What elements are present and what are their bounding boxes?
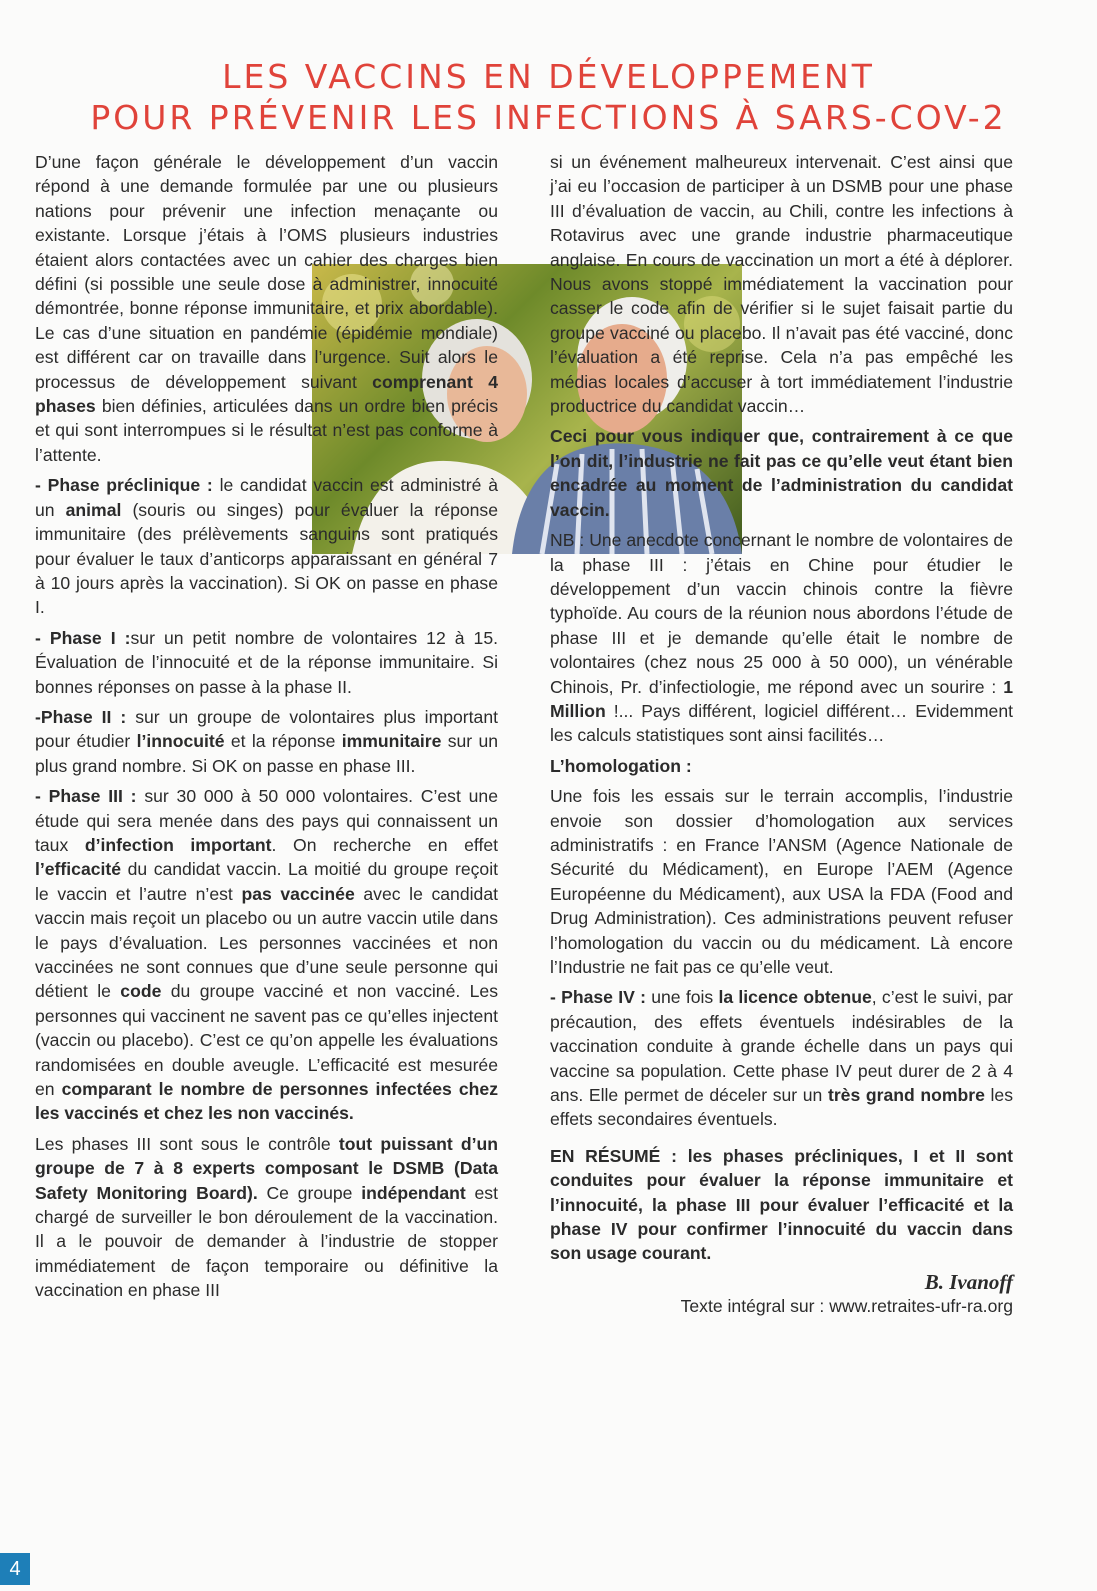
- phase-2-text-2: et la réponse: [230, 731, 336, 752]
- intro-text: D’une façon générale le développement d’un vaccin répond à une demande formulée par une ou plusieurs nations pour prévenir une infection menaçante ou existante. Lorsque j’étais à l’OMS plusieurs industries étaient alors contactées avec un cahier des charges bien défini (si possible une seule dose à administrer, innocuité démontrée, bonne réponse immunitaire, et prix abordable). Le cas d’une situation en pandémie (épidémie mondiale) est différent car on travaille dans l’urgence. Suit alors le processus de développement suivant: [35, 152, 498, 392]
- phase-2-bold-1: l’innocuité: [136, 731, 225, 752]
- nb-anecdote: [550, 528, 1013, 748]
- title-line-2: POUR PRÉVENIR LES INFECTIONS À SARS-COV-2: [90, 98, 1007, 137]
- intro-paragraph: [35, 150, 498, 467]
- phase-preclinique-text: le candidat vaccin est administré à un: [35, 475, 499, 520]
- rotavirus-paragraph: si un événement malheureux intervenait. C’est ainsi que j’ai eu l’occasion de participer à un DSMB pour une phase III d’évaluation de vaccin, au Chili, contre les infections à Rotavirus avec une grande industrie pharmaceutique anglaise. En cours de vaccination un mort a été à déplorer. Nous avons stoppé immédiatement la vaccination pour casser le code afin de vérifier si le sujet faisait partie du groupe vacciné ou placebo. Il n’avait pas été vacciné, donc l’évaluation a été reprise. Cela n’a pas empêché les médias locales d’accuser à tort immédiatement l’industrie productrice du candidat vaccin…: [550, 152, 1013, 417]
- phase-3-text-1: sur 30 000 à 50 000 volontaires. C’est une étude qui sera menée dans des pays qui connaissent un taux: [35, 786, 498, 855]
- summary-paragraph: EN RÉSUMÉ : les phases précliniques, I et II sont conduites pour évaluer la réponse immunitaire et l’innocuité, la phase III pour évaluer l’efficacité et la phase IV pour confirmer l’innocuité du vaccin dans son usage courant.: [550, 1145, 1013, 1264]
- phase-preclinique-text-end: (souris ou singes) pour évaluer la réponse immunitaire (des prélèvements sanguins sont pratiqués pour évaluer le taux d’anticorps apparaissant en général 7 à 10 jours après la vaccination). Si OK on passe en phase I.: [35, 499, 499, 618]
- dsmb-paragraph: [35, 1132, 498, 1303]
- phase-3-text-3: du candidat vaccin. La moitié du groupe reçoit le vaccin et l’autre n’est: [35, 859, 499, 904]
- phase-3: [35, 784, 498, 1126]
- intro-bold: comprenant 4 phases: [35, 371, 498, 417]
- page-number: 4: [0, 1553, 30, 1585]
- phase-3-bold-1: d’infection important: [84, 834, 272, 855]
- phase-1: [35, 626, 498, 699]
- phase-3-bold-2: l’efficacité: [35, 859, 122, 880]
- phase-2-text-3: sur un plus grand nombre. Si OK on passe en phase III.: [35, 731, 499, 776]
- nb-text-2: !... Pays différent, logiciel différent… Evidemment les calculs statistiques sont ainsi facilités…: [550, 700, 1013, 746]
- phase-preclinique: [35, 473, 498, 619]
- phase-3-label: - Phase III :: [35, 786, 137, 807]
- source-link[interactable]: Texte intégral sur : www.retraites-ufr-ra.org: [680, 1296, 1013, 1317]
- phase-4-text-2: , c’est le suivi, par précaution, des effets éventuels indésirables de la vaccination conduite à grande échelle dans un pays qui vaccine sa population. Cette phase IV peut durer de 2 à 4 ans. Elle permet de déceler sur un: [550, 987, 1014, 1106]
- phase-1-text: sur un petit nombre de volontaires 12 à 15. Évaluation de l’innocuité et de la réponse immunitaire. Si bonnes réponses on passe à la phase II.: [35, 627, 498, 697]
- phase-4-text-1: une fois: [651, 987, 714, 1008]
- right-column: [550, 150, 1013, 1319]
- phase-2-label: -Phase II :: [35, 706, 127, 727]
- intro-text-end: bien définies, articulées dans un ordre bien précis et qui sont interrompues si le résultat n’est pas conforme à l’attente.: [35, 396, 499, 465]
- phase-4: [550, 985, 1013, 1131]
- nb-bold: 1 Million: [550, 676, 1013, 721]
- dsmb-bold-2: indépendant: [361, 1182, 466, 1203]
- phase-3-bold-3: pas vaccinée: [241, 883, 355, 904]
- title-line-1: LES VACCINS EN DÉVELOPPEMENT: [222, 57, 875, 96]
- phase-4-text-3: les effets secondaires éventuels.: [550, 1085, 1013, 1130]
- homologation-heading: L’homologation :: [550, 755, 692, 776]
- phase-3-bold-4: code: [120, 981, 162, 1002]
- phase-1-label: - Phase I :: [35, 627, 131, 648]
- dsmb-text-1: Les phases III sont sous le contrôle: [35, 1133, 331, 1154]
- homologation-paragraph: Une fois les essais sur le terrain accomplis, l’industrie envoie son dossier d’homologation aux services administratifs : en France l’ANSM (Agence Nationale de Sécurité du Médicament), en Europe l’AEM (Agence Européenne du Médicament), aux USA la FDA (Food and Drug Administration). Ces administrations peuvent refuser l’homologation du vaccin ou du médicament. Là encore l’Industrie ne fait pas ce qu’elle veut.: [550, 786, 1013, 977]
- phase-3-text-4: avec le candidat vaccin mais reçoit un placebo ou un autre vaccin utile dans le pays d’évaluation. Les personnes vaccinées et non vaccinées ne sont connues que d’une seule personne qui détient le: [35, 883, 498, 1002]
- phase-3-text-2: . On recherche en effet: [271, 834, 499, 855]
- dsmb-text-3: est chargé de surveiller le bon déroulement de la vaccination. Il a le pouvoir de demander à l’industrie de stopper immédiatement de façon temporaire ou définitive la vaccination en phase III: [35, 1182, 498, 1301]
- phase-preclinique-bold: animal: [65, 499, 122, 520]
- dsmb-text-2: Ce groupe: [266, 1182, 353, 1203]
- phase-2-bold-2: immunitaire: [341, 731, 442, 752]
- phase-preclinique-label: - Phase préclinique :: [35, 475, 213, 496]
- industry-statement: Ceci pour vous indiquer que, contrairement à ce que l’on dit, l’industrie ne fait pas ce qu’elle veut étant bien encadrée au moment de l’administration du candidat vaccin.: [550, 426, 1013, 520]
- phase-3-bold-5: comparant le nombre de personnes infectées chez les vaccinés et chez les non vaccinés.: [35, 1079, 499, 1124]
- phase-2-text: sur un groupe de volontaires plus important pour étudier: [35, 706, 499, 752]
- phase-4-bold-2: très grand nombre: [827, 1085, 985, 1106]
- dsmb-bold-1: tout puissant d’un groupe de 7 à 8 experts composant le DSMB (Data Safety Monitoring Board).: [35, 1133, 499, 1203]
- author-signature: B. Ivanoff: [924, 1269, 1013, 1294]
- phase-4-bold-1: la licence obtenue: [718, 987, 872, 1008]
- article-title: [0, 56, 1097, 138]
- phase-3-text-5: du groupe vacciné et non vacciné. Les personnes qui vaccinent ne savent pas ce qu’elles injectent (vaccin ou placebo). C’est ce qu’on appelle les évaluations randomisées en double aveugle. L’efficacité est mesurée en: [35, 981, 499, 1100]
- nb-text-1: NB : Une anecdote concernant le nombre de volontaires de la phase III : j’étais en Chine pour étudier le développement d’un vaccin chinois contre la fièvre typhoïde. Au cours de la réunion nous abordons l’étude de phase III et je demande qu’elle était le nombre de volontaires (chez nous 25 000 à 50 000), un vénérable Chinois, Pr. d’infectiologie, me répond avec un sourire :: [550, 530, 1013, 697]
- phase-2: [35, 705, 498, 778]
- phase-4-label: - Phase IV :: [550, 987, 646, 1008]
- left-column: [35, 150, 498, 1303]
